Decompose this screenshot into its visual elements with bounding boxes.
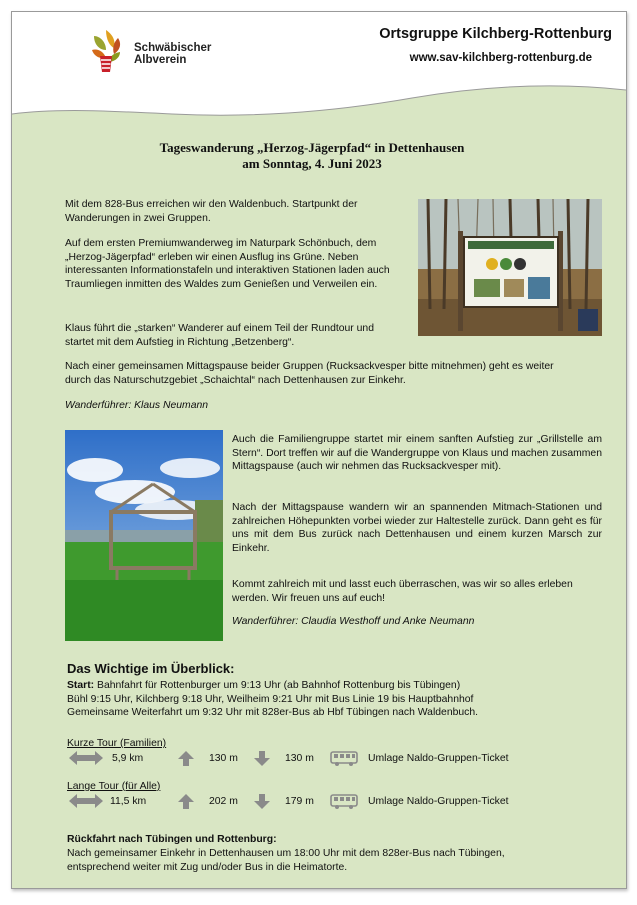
page-title: [72, 140, 552, 172]
tour-long-label: Lange Tour (für Alle): [67, 781, 161, 792]
tour-short-distance: 5,9 km: [112, 753, 144, 764]
group1-paragraph-4: Nach einer gemeinsamen Mittagspause beider Gruppen (Rucksackvesper bitte mitnehmen) geht es weiter durch das Naturschutzgebiet „Schaichtal“ nach Dettenhausen zur Einkehr.: [65, 361, 554, 386]
tour-long-descent: 179 m: [285, 796, 314, 807]
overview-heading: Das Wichtige im Überblick:: [67, 661, 235, 676]
return-heading: Rückfahrt nach Tübingen und Rottenburg:: [67, 834, 277, 845]
return-line2: entsprechend weiter mit Zug und/oder Bus in die Heimatorte.: [67, 861, 348, 873]
start-line3: Gemeinsame Weiterfahrt um 9:32 Uhr mit 828er-Bus ab Hbf Tübingen nach Waldenbuch.: [67, 707, 479, 719]
tour-short-ticket: Umlage Naldo-Gruppen-Ticket: [368, 753, 509, 764]
group2-paragraph-3: Kommt zahlreich mit und lasst euch überraschen, was wir so alles erleben werden. Wir freuen uns auf euch!: [232, 579, 573, 604]
return-text: [67, 847, 587, 874]
forest-info-board-photo: [418, 199, 602, 336]
start-line2: Bühl 9:15 Uhr, Kilchberg 9:18 Uhr, Weilheim 9:21 Uhr mit Bus Linie 19 bis Hauptbahnhof: [67, 693, 474, 705]
meadow-wooden-frame-photo: [65, 430, 223, 641]
tour-short-ascent: 130 m: [209, 753, 238, 764]
group2-paragraph-2: Nach der Mittagspause wandern wir an spannenden Mitmach-Stationen und zahlreichen Höhepunkten vorbei wieder zur Haltestelle zurück. Dann geht es für uns mit dem Bus zurück nach Dettenhausen und einem kurzen Marsch zur Einkehr.: [232, 502, 602, 554]
group1-paragraph-3: Klaus führt die „starken“ Wanderer auf einem Teil der Rundtour und startet mit dem Aufstieg in Richtung „Betzenberg“.: [65, 323, 374, 348]
group2-leader: Wanderführer: Claudia Westhoff und Anke Neumann: [232, 616, 475, 627]
group1-leader: Wanderführer: Klaus Neumann: [65, 400, 209, 411]
return-line1: Nach gemeinsamer Einkehr in Dettenhausen um 18:00 Uhr mit dem 828er-Bus nach Tübingen,: [67, 848, 505, 859]
double-arrow-icon: [69, 751, 103, 765]
group1-paragraph-2: Auf dem ersten Premiumwanderweg im Naturpark Schönbuch, dem „Herzog-Jägerpfad“ erleben wir einen Ausflug ins Grüne. Neben interessanten Informationstafeln und interaktiven Stationen laden auch Traumliegen inmitten des Waldes zum Genießen und Verweilen ein.: [65, 238, 390, 290]
logo-text: [134, 42, 211, 66]
tour-short-descent: 130 m: [285, 753, 314, 764]
sav-leaf-logo-icon: [86, 26, 126, 74]
group2-paragraph-1: Auch die Familiengruppe startet mir einem sanften Aufstieg zur „Grillstelle am Stern“. Dort treffen wir auf die Wandergruppe von Klaus und machen zusammen Mittagspause (auch wir nehmen das Rucksackvesper mit).: [232, 434, 602, 473]
bus-icon: [330, 794, 358, 809]
arrow-down-icon: [254, 794, 270, 809]
title-line1: Tageswanderung „Herzog-Jägerpfad“ in Dettenhausen: [159, 140, 465, 155]
org-url[interactable]: www.sav-kilchberg-rottenburg.de: [409, 52, 592, 64]
tour-long-distance: 11,5 km: [110, 796, 147, 807]
logo-line2: Albverein: [134, 54, 187, 66]
title-line2: am Sonntag, 4. Juni 2023: [242, 156, 382, 171]
org-title: Ortsgruppe Kilchberg-Rottenburg: [379, 26, 612, 42]
bus-icon: [330, 751, 358, 766]
logo-line1: Schwäbischer: [134, 42, 212, 54]
start-label: Start:: [67, 680, 95, 691]
flyer-page: [11, 11, 627, 889]
arrow-down-icon: [254, 751, 270, 766]
start-info: [67, 679, 478, 720]
start-line1: Bahnfahrt für Rottenburger um 9:13 Uhr (ab Bahnhof Rottenburg bis Tübingen): [94, 680, 461, 691]
group1-paragraph-1: Mit dem 828-Bus erreichen wir den Waldenbuch. Startpunkt der Wanderungen in zwei Gruppen.: [65, 199, 358, 224]
arrow-up-icon: [178, 794, 194, 809]
arrow-up-icon: [178, 751, 194, 766]
tour-short-label: Kurze Tour (Familien): [67, 738, 167, 749]
tour-long-ascent: 202 m: [209, 796, 238, 807]
tour-long-ticket: Umlage Naldo-Gruppen-Ticket: [368, 796, 509, 807]
double-arrow-icon: [69, 794, 103, 808]
